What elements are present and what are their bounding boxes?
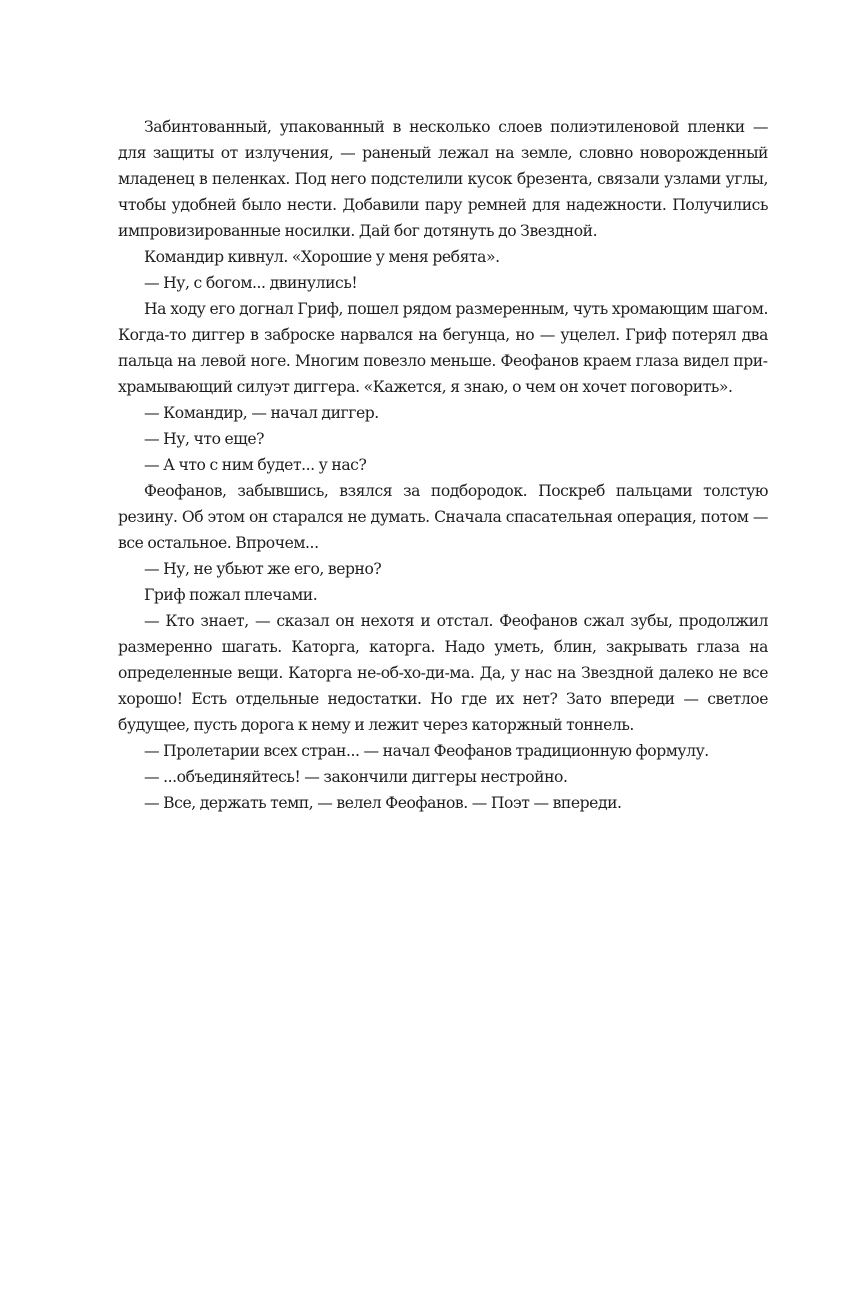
paragraph: — Ну, что еще? [144,430,265,448]
paragraph: — Все, держать темп, — велел Феофанов. — Поэт — впереди. [144,794,622,812]
paragraph: Командир кивнул. «Хорошие у меня ребята». [144,248,500,266]
paragraph: — Командир, — начал диггер. [144,404,379,422]
paragraph: — Ну, не убьют же его, верно? [144,560,382,578]
paragraph: Забинтованный, упакованный в несколько слоев полиэтиленовой пленки — для защиты от излучения, — раненый лежал на земле, словно новорожденный младенец в пеленках. Под него подстелили кусок брезента, связали узлами углы, чтобы удобней было нести. Добавили пару ремней для надежности. Получились импровизированные носилки. Дай бог дотянуть до Звездной. [118,118,768,240]
paragraph: Феофанов, забывшись, взялся за подбородок. Поскреб пальцами толстую резину. Об этом он старался не думать. Сначала спасательная операция, потом — все остальное. Впрочем... [118,482,768,552]
paragraph: — ...объединяйтесь! — закончили диггеры нестройно. [144,768,568,786]
paragraph: — Пролетарии всех стран... — начал Феофанов традиционную формулу. [144,742,709,760]
paragraph: — Кто знает, — сказал он нехотя и отстал. Феофанов сжал зубы, продолжил размеренно шагать. Каторга, каторга. Надо уметь, блин, закрывать глаза на определенные вещи. Каторга не-об-хо-ди-ма. Да, у нас на Звездной далеко не все хорошо! Есть отдельные недостатки. Но где их нет? Зато впереди — светлое будущее, пусть дорога к нему и лежит через каторжный тоннель. [118,612,768,734]
body-text [118,114,768,816]
paragraph: Гриф пожал плечами. [144,586,318,604]
paragraph: На ходу его догнал Гриф, пошел рядом размеренным, чуть хромающим шагом. Когда-то диггер в заброске нарвался на бегунца, но — уцелел. Гриф потерял два пальца на левой ноге. Многим повезло меньше. Феофанов краем глаза видел прихрамывающий силуэт диггера. «Кажется, я знаю, о чем он хочет поговорить». [118,300,768,396]
paragraph: — А что с ним будет... у нас? [144,456,367,474]
paragraph: — Ну, с богом... двинулись! [144,274,358,292]
